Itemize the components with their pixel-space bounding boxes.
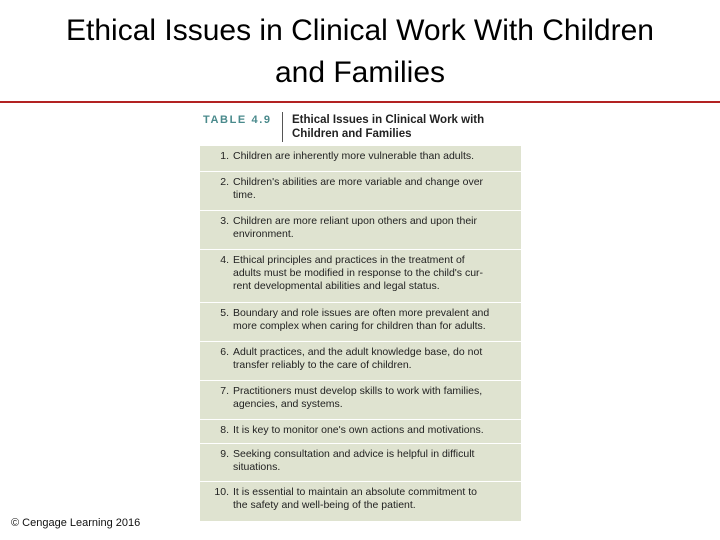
title-divider: [0, 101, 720, 103]
row-text-line: agencies, and systems.: [233, 398, 343, 410]
row-text-line: Boundary and role issues are often more prevalent and: [233, 307, 490, 319]
row-text: [233, 254, 518, 293]
table-caption: [292, 113, 517, 141]
table-row: [200, 341, 521, 380]
row-number: 3.: [220, 215, 229, 227]
row-text-line: It is essential to maintain an absolute commitment to: [233, 486, 477, 498]
row-text-line: adults must be modified in response to the child's cur-: [233, 267, 484, 279]
slide-title-line-1: Ethical Issues in Clinical Work With Children: [66, 14, 654, 47]
row-text-line: Practitioners must develop skills to work with families,: [233, 385, 483, 397]
table-body: [200, 145, 521, 521]
row-text: [233, 486, 518, 512]
row-text-line: more complex when caring for children than for adults.: [233, 320, 486, 332]
row-number: 1.: [220, 150, 229, 162]
slide-title-line-2: and Families: [274, 56, 446, 89]
table-row: [200, 302, 521, 341]
table-caption-line-2: Children and Families: [292, 128, 412, 140]
row-text: [233, 307, 518, 333]
row-text-line: Children are inherently more vulnerable than adults.: [233, 150, 475, 162]
row-number: 4.: [220, 254, 229, 266]
table-row: [200, 443, 521, 481]
table-header-separator: [282, 112, 283, 142]
row-text-line: Children are more reliant upon others and upon their: [233, 215, 477, 227]
slide-title: [0, 10, 720, 94]
row-text-line: Seeking consultation and advice is helpful in difficult: [233, 448, 475, 460]
table-caption-line-1: Ethical Issues in Clinical Work with: [292, 114, 485, 126]
row-text-line: Ethical principles and practices in the treatment of: [233, 254, 465, 266]
row-text-line: situations.: [233, 461, 281, 473]
table-row: [200, 210, 521, 249]
row-text-line: environment.: [233, 228, 294, 240]
row-text: [233, 150, 518, 163]
table-label: TABLE 4.9: [203, 114, 272, 126]
row-text-line: Adult practices, and the adult knowledge base, do not: [233, 346, 483, 358]
row-text-line: time.: [233, 189, 256, 201]
row-text: [233, 176, 518, 202]
table-row: [200, 145, 521, 171]
row-text-line: Children's abilities are more variable and change over: [233, 176, 484, 188]
row-text: [233, 385, 518, 411]
table-row: [200, 380, 521, 419]
row-number: 8.: [220, 424, 229, 436]
row-text-line: the safety and well-being of the patient.: [233, 499, 416, 511]
row-text: [233, 448, 518, 474]
table-row: [200, 171, 521, 210]
row-text-line: transfer reliably to the care of children.: [233, 359, 412, 371]
row-text-line: rent developmental abilities and legal status.: [233, 280, 440, 292]
table-row: [200, 419, 521, 443]
table-header: [200, 108, 521, 145]
row-number: 7.: [220, 385, 229, 397]
ethics-table-figure: [200, 108, 521, 521]
row-text-line: It is key to monitor one's own actions and motivations.: [233, 424, 484, 436]
row-number: 5.: [220, 307, 229, 319]
table-row: [200, 249, 521, 302]
copyright-notice: © Cengage Learning 2016: [11, 517, 141, 529]
row-text: [233, 424, 518, 437]
row-number: 6.: [220, 346, 229, 358]
row-text: [233, 346, 518, 372]
row-number: 9.: [220, 448, 229, 460]
row-number: 10.: [214, 486, 229, 498]
row-text: [233, 215, 518, 241]
table-row: [200, 481, 521, 521]
row-number: 2.: [220, 176, 229, 188]
